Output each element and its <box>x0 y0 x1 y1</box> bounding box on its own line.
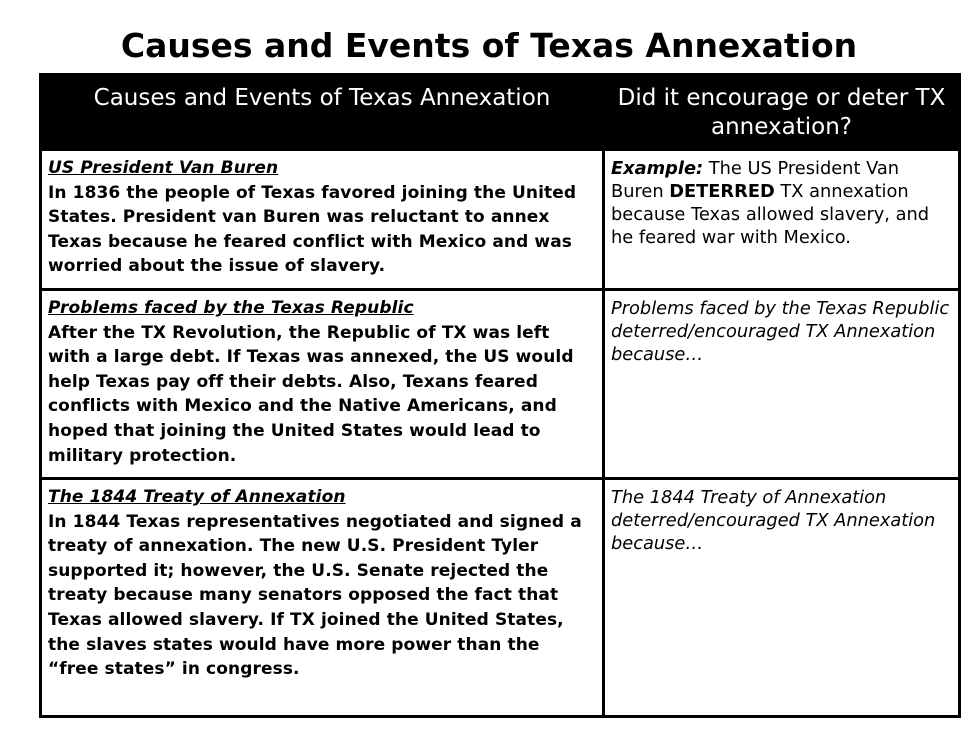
table-row <box>41 479 960 717</box>
cause-cell-texas-republic <box>41 290 604 479</box>
cause-cell-van-buren <box>41 150 604 290</box>
cause-heading: Problems faced by the Texas Republic <box>48 298 414 318</box>
example-text-after: TX annexation because Texas allowed slavery, and he feared war with Mexico. <box>611 181 930 248</box>
example-text-before: The US President Van Buren <box>611 158 900 202</box>
cause-body: In 1836 the people of Texas favored joining the United States. President van Buren was reluctant to annex Texas because he feared conflict with Mexico and was worried about the issue of slavery. <box>48 182 577 277</box>
answer-prompt: The 1844 Treaty of Annexation deterred/encouraged TX Annexation because… <box>611 487 936 554</box>
table-row <box>41 150 960 290</box>
example-emphasis: DETERRED <box>669 181 775 202</box>
answer-prompt: Problems faced by the Texas Republic deterred/encouraged TX Annexation because… <box>611 298 950 365</box>
table-row <box>41 290 960 479</box>
cause-heading: The 1844 Treaty of Annexation <box>48 487 346 507</box>
annexation-table <box>39 73 961 718</box>
cause-body: After the TX Revolution, the Republic of TX was left with a large debt. If Texas was annexed, the US would help Texas pay off their debts. Also, Texans feared conflicts with Mexico and the Native Americans, and hoped that joining the United States would lead to military protection. <box>48 322 574 466</box>
cause-cell-treaty-1844 <box>41 479 604 717</box>
header-causes-events: Causes and Events of Texas Annexation <box>41 75 604 150</box>
example-label: Example: <box>611 158 704 179</box>
cause-heading: US President Van Buren <box>48 158 279 178</box>
page-title: Causes and Events of Texas Annexation <box>120 26 858 65</box>
answer-cell-treaty-1844[interactable] <box>604 479 960 717</box>
table-header-row <box>41 75 960 150</box>
answer-cell-texas-republic[interactable] <box>604 290 960 479</box>
cause-body: In 1844 Texas representatives negotiated and signed a treaty of annexation. The new U.S. President Tyler supported it; however, the U.S. Senate rejected the treaty because many senators opposed the fact that Texas allowed slavery. If TX joined the United States, the slaves states would have more power than the “free states” in congress. <box>48 511 582 680</box>
header-encourage-deter: Did it encourage or deter TX annexation? <box>604 75 960 150</box>
answer-cell-example <box>604 150 960 290</box>
